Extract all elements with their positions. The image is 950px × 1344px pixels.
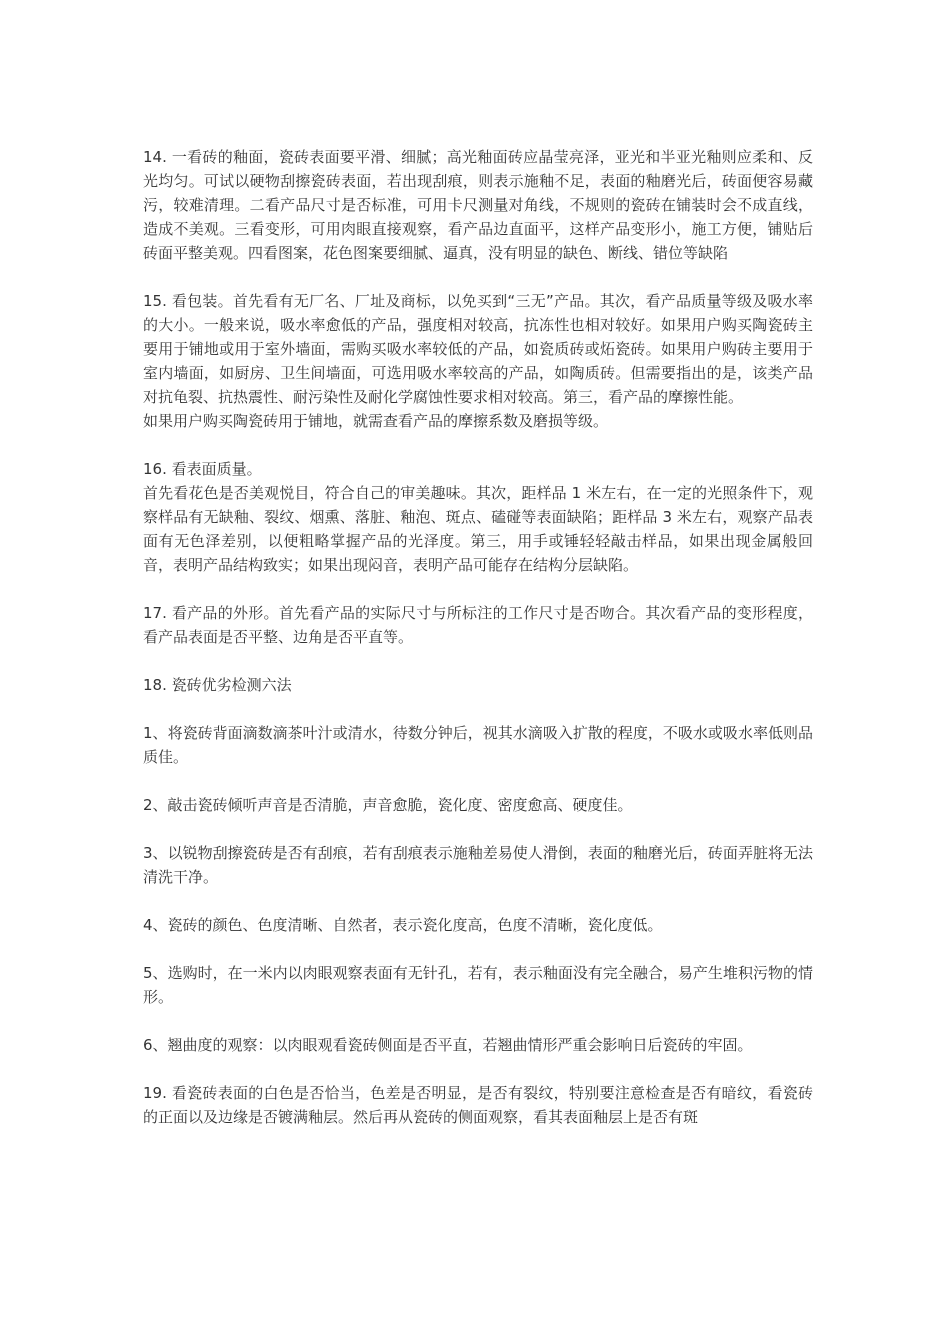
section-17-text: 17. 看产品的外形。首先看产品的实际尺寸与所标注的工作尺寸是否吻合。其次看产品的变形程度，看产品表面是否平整、边角是否平直等。	[143, 604, 813, 646]
section-17	[143, 601, 813, 649]
section-18-heading	[143, 673, 813, 697]
method-4	[143, 913, 813, 937]
section-14	[143, 145, 813, 265]
method-5-text: 5、选购时，在一米内以肉眼观察表面有无针孔，若有，表示釉面没有完全融合，易产生堆积污物的情形。	[143, 964, 813, 1006]
method-1	[143, 721, 813, 769]
method-1-text: 1、将瓷砖背面滴数滴茶叶汁或清水，待数分钟后，视其水滴吸入扩散的程度，不吸水或吸水率低则品质佳。	[143, 724, 813, 766]
method-6-text: 6、翘曲度的观察：以肉眼观看瓷砖侧面是否平直，若翘曲情形严重会影响日后瓷砖的牢固。	[143, 1036, 753, 1054]
method-2-text: 2、敲击瓷砖倾听声音是否清脆，声音愈脆，瓷化度、密度愈高、硬度佳。	[143, 796, 633, 814]
method-2	[143, 793, 813, 817]
section-18-title: 18. 瓷砖优劣检测六法	[143, 676, 292, 694]
section-16-heading: 16. 看表面质量。	[143, 460, 262, 478]
document-page	[143, 145, 813, 1153]
section-19	[143, 1081, 813, 1129]
method-4-text: 4、瓷砖的颜色、色度清晰、自然者，表示瓷化度高，色度不清晰，瓷化度低。	[143, 916, 663, 934]
section-15	[143, 289, 813, 433]
section-15-text: 15. 看包装。首先看有无厂名、厂址及商标，以免买到“三无”产品。其次，看产品质量等级及吸水率的大小。一般来说，吸水率愈低的产品，强度相对较高，抗冻性也相对较好。如果用户购买陶瓷砖主要用于铺地或用于室外墙面，需购买吸水率较低的产品，如瓷质砖或炻瓷砖。如果用户购砖主要用于室内墙面，如厨房、卫生间墙面，可选用吸水率较高的产品，如陶质砖。但需要指出的是，该类产品对抗龟裂、抗热震性、耐污染性及耐化学腐蚀性要求相对较高。第三，看产品的摩擦性能。	[143, 292, 813, 406]
section-16-text: 首先看花色是否美观悦目，符合自己的审美趣味。其次，距样品 1 米左右，在一定的光照条件下，观察样品有无缺釉、裂纹、烟熏、落脏、釉泡、斑点、磕碰等表面缺陷；距样品 3 米左右，观察产品表面有无色泽差别，以便粗略掌握产品的光泽度。第三，用手或锤轻轻敲击样品，如果出现金属般回音，表明产品结构致实；如果出现闷音，表明产品可能存在结构分层缺陷。	[143, 484, 813, 574]
method-6	[143, 1033, 813, 1057]
section-14-text: 14. 一看砖的釉面，瓷砖表面要平滑、细腻；高光釉面砖应晶莹亮泽，亚光和半亚光釉则应柔和、反光均匀。可试以硬物刮擦瓷砖表面，若出现刮痕，则表示施釉不足，表面的釉磨光后，砖面便容易藏污，较难清理。二看产品尺寸是否标准，可用卡尺测量对角线，不规则的瓷砖在铺装时会不成直线，造成不美观。三看变形，可用肉眼直接观察，看产品边直面平，这样产品变形小，施工方便，铺贴后砖面平整美观。四看图案，花色图案要细腻、逼真，没有明显的缺色、断线、错位等缺陷	[143, 148, 813, 262]
method-3-text: 3、以锐物刮擦瓷砖是否有刮痕，若有刮痕表示施釉差易使人滑倒，表面的釉磨光后，砖面弄脏将无法清洗干净。	[143, 844, 813, 886]
section-15-text-cont: 如果用户购买陶瓷砖用于铺地，就需查看产品的摩擦系数及磨损等级。	[143, 412, 609, 430]
method-3	[143, 841, 813, 889]
section-19-text: 19. 看瓷砖表面的白色是否恰当，色差是否明显，是否有裂纹，特别要注意检查是否有暗纹，看瓷砖的正面以及边缘是否镀满釉层。然后再从瓷砖的侧面观察，看其表面釉层上是否有斑	[143, 1084, 813, 1126]
section-16	[143, 457, 813, 577]
method-5	[143, 961, 813, 1009]
